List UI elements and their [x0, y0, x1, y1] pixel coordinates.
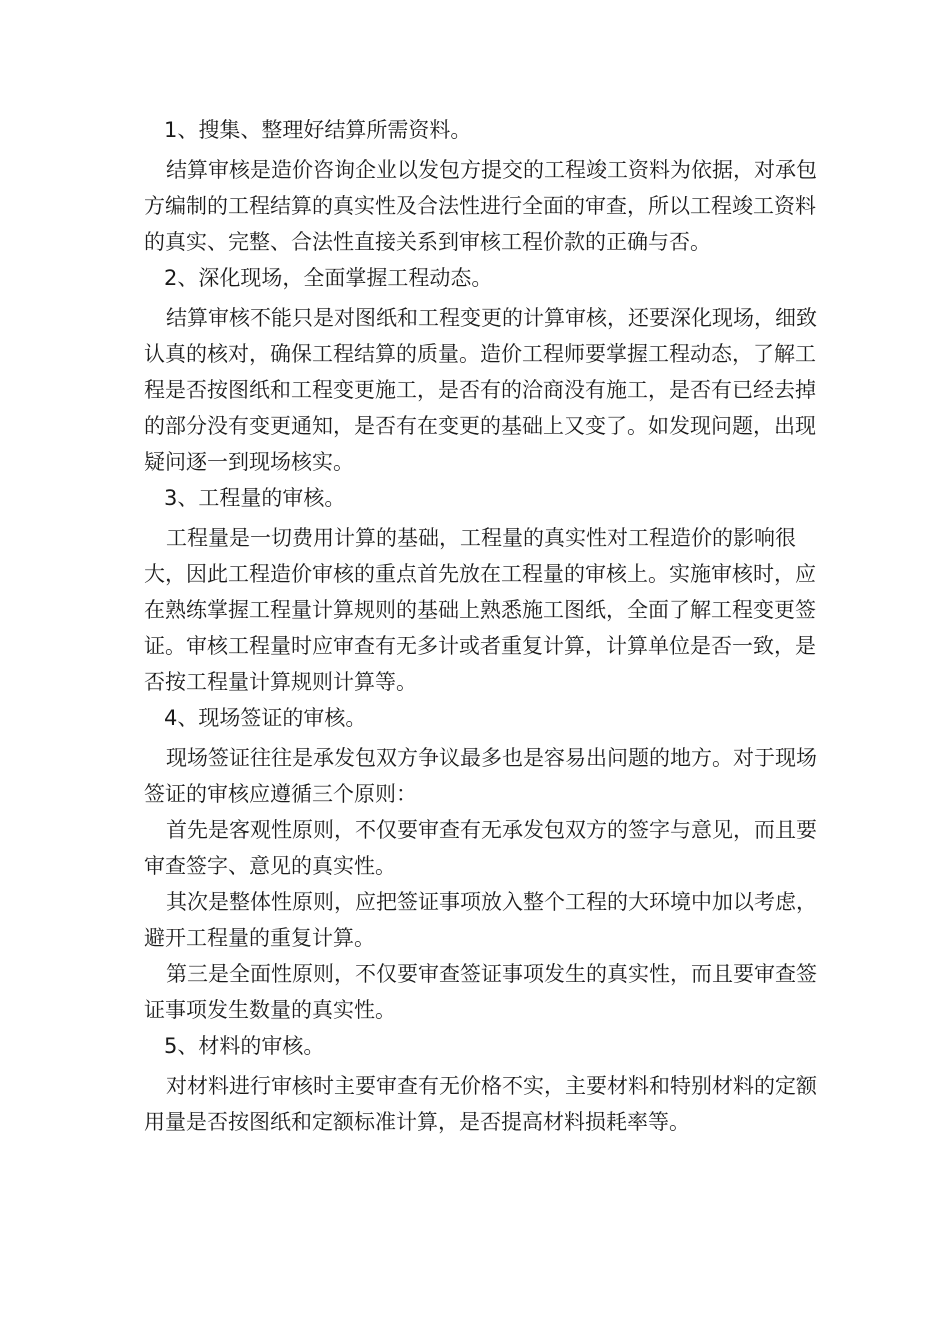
section-heading: 2、深化现场，全面掌握工程动态。 — [164, 266, 493, 290]
section-paragraph: 现场签证往往是承发包双方争议最多也是容易出问题的地方。对于现场签证的审核应遵循三个原则： — [144, 746, 817, 806]
section-paragraph: 其次是整体性原则，应把签证事项放入整个工程的大环境中加以考虑，避开工程量的重复计算。 — [144, 890, 817, 950]
section-paragraph: 结算审核不能只是对图纸和工程变更的计算审核，还要深化现场，细致认真的核对，确保工程结算的质量。造价工程师要掌握工程动态，了解工程是否按图纸和工程变更施工，是否有的洽商没有施工，是否有已经去掉的部分没有变更通知，是否有在变更的基础上又变了。如发现问题，出现疑问逐一到现场核实。 — [144, 306, 817, 474]
section-heading: 5、材料的审核。 — [164, 1034, 325, 1058]
section-paragraph: 结算审核是造价咨询企业以发包方提交的工程竣工资料为依据，对承包方编制的工程结算的真实性及合法性进行全面的审查，所以工程竣工资料的真实、完整、合法性直接关系到审核工程价款的正确与否。 — [144, 158, 817, 254]
section-heading: 1、搜集、整理好结算所需资料。 — [164, 118, 472, 142]
section-5 — [144, 1028, 834, 1140]
section-heading: 3、工程量的审核。 — [164, 486, 346, 510]
section-1 — [144, 112, 834, 260]
section-4 — [144, 700, 834, 1028]
section-paragraph: 对材料进行审核时主要审查有无价格不实，主要材料和特别材料的定额用量是否按图纸和定额标准计算，是否提高材料损耗率等。 — [144, 1074, 817, 1134]
section-2 — [144, 260, 834, 480]
section-heading: 4、现场签证的审核。 — [164, 706, 367, 730]
document-body — [144, 112, 834, 1140]
section-3 — [144, 480, 834, 700]
section-paragraph: 第三是全面性原则，不仅要审查签证事项发生的真实性，而且要审查签证事项发生数量的真实性。 — [144, 962, 817, 1022]
section-paragraph: 工程量是一切费用计算的基础，工程量的真实性对工程造价的影响很大，因此工程造价审核的重点首先放在工程量的审核上。实施审核时，应在熟练掌握工程量计算规则的基础上熟悉施工图纸，全面了解工程变更签证。审核工程量时应审查有无多计或者重复计算，计算单位是否一致，是否按工程量计算规则计算等。 — [144, 526, 816, 694]
section-paragraph: 首先是客观性原则，不仅要审查有无承发包双方的签字与意见，而且要审查签字、意见的真实性。 — [144, 818, 817, 878]
